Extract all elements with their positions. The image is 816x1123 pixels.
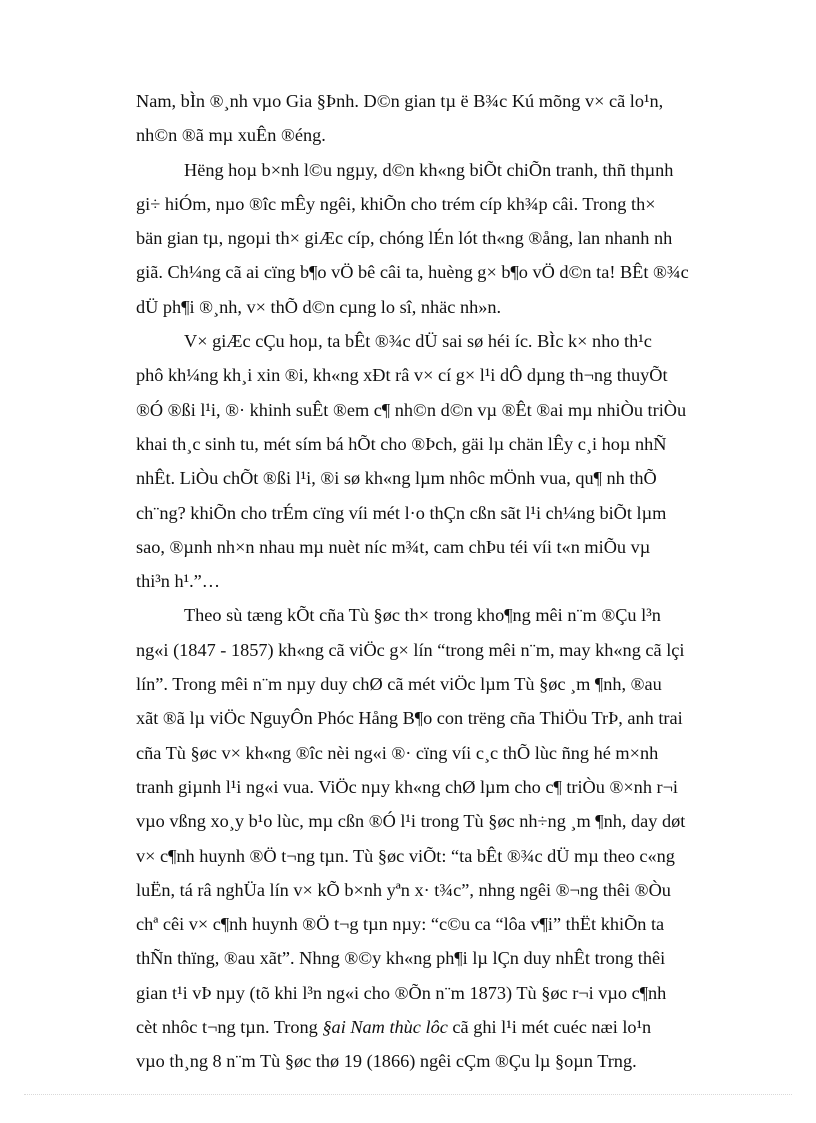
text-line: nhÊt. LiÒu chÕt ®ßi l¹i, ®i sø kh«ng lµm nhôc mÖnh vua, qu¶ nh thÕ <box>136 468 657 489</box>
text-line: thi³n h¹.”… <box>136 571 221 592</box>
page-bottom-rule <box>24 1094 792 1095</box>
text-line: tranh giµnh l¹i ng«i vua. ViÖc nµy kh«ng chØ lµm cho c¶ triÒu ®×nh r¬i <box>136 776 679 797</box>
text-line: gi÷ hiÓm, nµo ®îc mÊy ngêi, khiÕn cho trém cíp kh¾p câi. Trong th× <box>136 193 656 214</box>
text-line: V× giÆc cÇu hoµ, ta bÊt ®¾c dÜ sai sø héi íc. BÌc k× nho th¹c <box>184 331 652 352</box>
text-line: giã. Ch¼ng cã ai cïng b¶o vÖ bê câi ta, huèng g× b¶o vÖ d©n ta! BÊt ®¾c <box>136 262 689 283</box>
text-line: xãt ®ã lµ viÖc NguyÔn Phóc Hång B¶o con trëng cña ThiÖu TrÞ, anh trai <box>136 708 683 729</box>
body-text <box>136 84 722 1079</box>
text-line: khai th¸c sinh tu, mét sím bá hÕt cho ®Þch, gäi lµ chän lÊy c¸i hoµ nhÑ <box>136 433 667 454</box>
text-line: dÜ ph¶i ®¸nh, v× thÕ d©n cµng lo sî, nhäc nh»n. <box>136 296 502 317</box>
text-line: cña Tù §øc v× kh«ng ®îc nèi ng«i ®· cïng víi c¸c thÕ lùc ñng hé m×nh <box>136 742 659 763</box>
text-line: ng«i (1847 - 1857) kh«ng cã viÖc g× lín “trong mêi n¨m, may kh«ng cã lçi <box>136 639 685 660</box>
text-line: vµo th¸ng 8 n¨m Tù §øc thø 19 (1866) ngêi cÇm ®Çu lµ §oµn Trng. <box>136 1051 637 1072</box>
text-line: thÑn thïng, ®au xãt”. Nhng ®©y kh«ng ph¶i lµ lÇn duy nhÊt trong thêi <box>136 948 666 969</box>
text-line: nh©n ®ã mµ xuÊn ®éng. <box>136 125 326 146</box>
text-line: chª cêi v× c¶nh huynh ®Ö t¬g tµn nµy: “c©u ca “lôa v¶i” thËt khiÕn ta <box>136 914 665 935</box>
text-line: Theo sù tæng kÕt cña Tù §øc th× trong kho¶ng mêi n¨m ®Çu l³n <box>184 605 661 626</box>
book-title: §ai Nam thùc lôc <box>322 1017 448 1038</box>
text-line: Hëng hoµ b×nh l©u ngµy, d©n kh«ng biÕt chiÕn tranh, thñ thµnh <box>184 159 674 180</box>
text-line: ®Ó ®ßi l¹i, ®· khinh suÊt ®em c¶ nh©n d©n vµ ®Êt ®ai mµ nhiÒu triÒu <box>136 399 687 420</box>
text-line: gian t¹i vÞ nµy (tõ khi l³n ng«i cho ®Õn n¨m 1873) Tù §øc r¬i vµo c¶nh <box>136 982 667 1003</box>
text-line: bän gian tµ, ngoµi th× giÆc cíp, chóng lÉn lót th«ng ®ång, lan nhanh nh <box>136 228 673 249</box>
text-line: ch¨ng? khiÕn cho trÉm cïng víi mét l·o thÇn cßn sãt l¹i ch¼ng biÕt lµm <box>136 502 667 523</box>
text-line: sao, ®µnh nh×n nhau mµ nuèt níc m¾t, cam chÞu téi víi t«n miÕu vµ <box>136 536 651 557</box>
text-line: Nam, bÌn ®¸nh vµo Gia §Þnh. D©n gian tµ ë B¾c Kú mõng v× cã lo¹n, <box>136 91 664 111</box>
text-line: luËn, tá râ nghÜa lín v× kÕ b×nh yªn x· t¾c”, nhng ngêi ®¬ng thêi ®Òu <box>136 879 671 900</box>
text-line: vµo vßng xo¸y b¹o lùc, mµ cßn ®Ó l¹i trong Tù §øc nh÷ng ¸m ¶nh, day døt <box>136 811 686 832</box>
text-line: v× c¶nh huynh ®Ö t¬ng tµn. Tù §øc viÕt: “ta bÊt ®¾c dÜ mµ theo c«ng <box>136 845 675 866</box>
text-line: lín”. Trong mêi n¨m nµy duy chØ cã mét viÖc lµm Tù §øc ¸m ¶nh, ®au <box>136 674 662 695</box>
text-line-with-italic: cèt nhôc t¬ng tµn. Trong §ai Nam thùc lôc cã ghi l¹i mét cuéc næi lo¹n <box>136 1017 652 1038</box>
text-line: phô kh¼ng kh¸i xin ®i, kh«ng xÐt râ v× cí g× l¹i dÔ dµng th¬ng thuyÕt <box>136 365 668 386</box>
